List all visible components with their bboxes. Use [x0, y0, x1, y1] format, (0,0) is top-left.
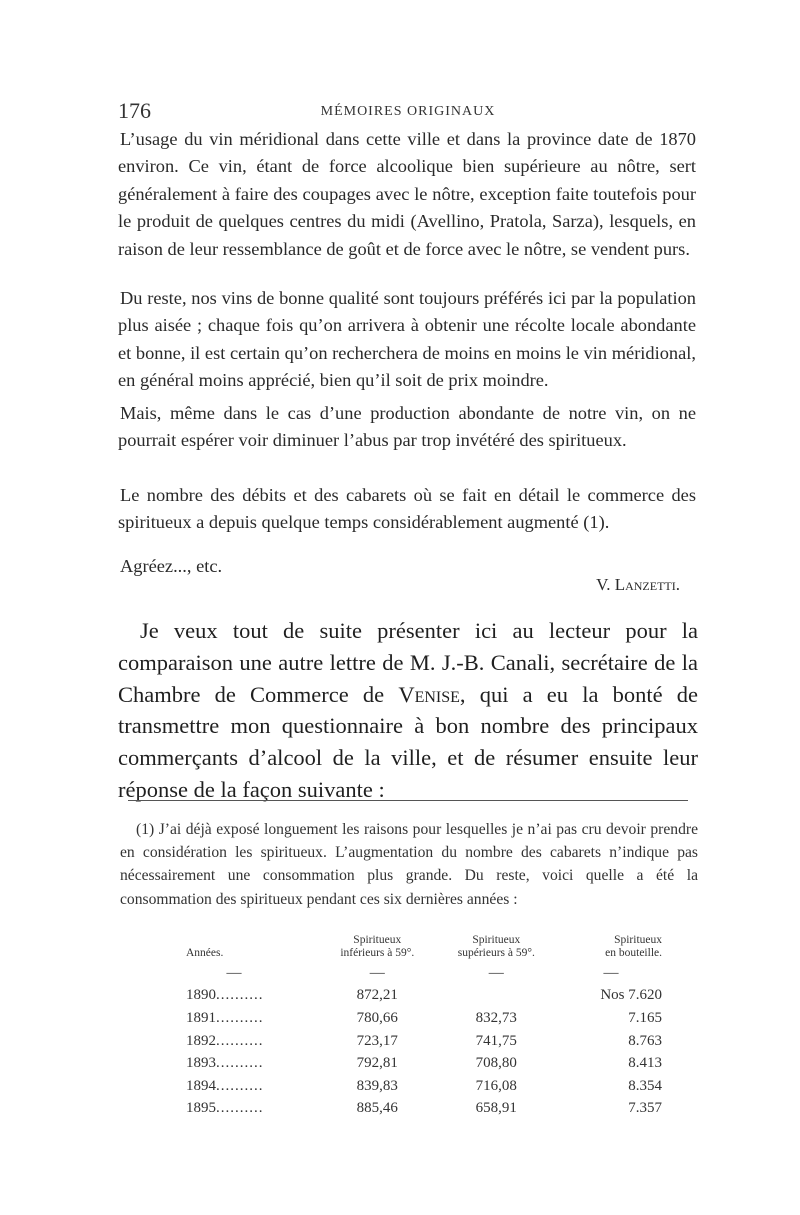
table-row	[150, 1030, 680, 1053]
paragraph-3	[118, 400, 696, 455]
main-paragraph	[118, 615, 698, 806]
table-row	[150, 1007, 680, 1030]
table-row	[150, 1052, 680, 1075]
paragraph-4	[118, 482, 696, 537]
running-title: MÉMOIRES ORIGINAUX	[320, 104, 496, 119]
cell-inferior: 792,81	[356, 1055, 398, 1072]
cell-superior: 832,73	[475, 1009, 517, 1026]
cell-superior: 741,75	[475, 1032, 517, 1049]
main-paragraph-text	[118, 615, 698, 806]
page-number: 176	[118, 98, 151, 123]
header-bottled: Spiritueux en bouteille.	[605, 934, 662, 959]
cell-bottled: 8.763	[628, 1032, 662, 1049]
footnote	[120, 818, 698, 911]
table-row	[150, 1098, 680, 1121]
cell-inferior: 839,83	[356, 1077, 398, 1094]
city-name: Venise	[398, 681, 460, 707]
page-header	[118, 98, 698, 128]
cell-superior: 658,91	[475, 1100, 517, 1117]
cell-year: 1893..........	[186, 1055, 264, 1072]
cell-superior	[435, 985, 558, 1008]
cell-superior: 716,08	[475, 1077, 517, 1094]
cell-bottled: 8.354	[628, 1077, 662, 1094]
paragraph-text: Le nombre des débits et des cabarets où se fait en détail le commerce des spiritueux a depuis quelque temps considérablement augmenté (1).	[118, 485, 696, 533]
paragraph-text: L’usage du vin méridional dans cette ville et dans la province date de 1870 environ. Ce vin, étant de force alcoolique bien supérieure au nôtre, sert généralement à faire des coupages avec le nôtre, exception faite toutefois pour le produit de quelques centres du midi (Avellino, Pratola, Sarza), lesquels, en raison de leur ressemblance de goût et de force avec le nôtre, se vendent purs.	[118, 129, 696, 259]
cell-year: 1890..........	[186, 987, 264, 1004]
cell-bottled: 8.413	[628, 1055, 662, 1072]
footnote-text: (1) J’ai déjà exposé longuement les raisons pour lesquelles je n’ai pas cru devoir prendre en considération les spiritueux. L’augmentation du nombre des cabarets n’indique pas nécessairement une consommation plus grande. Du reste, voici quelle a été la consommation des spiritueux pendant ces six dernières années :	[120, 821, 698, 908]
header-inferior: Spiritueux inférieurs à 59°.	[340, 934, 415, 959]
main-text-before: Je veux tout de suite présenter ici au lecteur pour la comparaison une autre lettre de M. J.-B. Canali, secrétaire de la Chambre de Commerce de	[118, 618, 698, 707]
header-superior: Spiritueux supérieurs à 59°.	[457, 934, 535, 959]
cell-bottled: Nos 7.620	[600, 987, 662, 1004]
cell-year: 1894..........	[186, 1077, 264, 1094]
cell-inferior: 723,17	[356, 1032, 398, 1049]
table-dash-row: — — — —	[226, 965, 619, 982]
table-row	[150, 1075, 680, 1098]
header-year: Années.	[186, 947, 224, 959]
cell-superior: 708,80	[475, 1055, 517, 1072]
paragraph-2	[118, 285, 696, 395]
main-text-after: , qui a eu la bonté de transmettre mon questionnaire à bon nombre des principaux commerçants d’alcool de la ville, et de résumer ensuite leur réponse de la façon suivante :	[118, 681, 698, 802]
table-row	[150, 985, 680, 1008]
consumption-table	[150, 934, 680, 1120]
cell-year: 1892..........	[186, 1032, 264, 1049]
closing-text: Agréez..., etc.	[120, 556, 223, 576]
paragraph-text: Mais, même dans le cas d’une production abondante de notre vin, on ne pourrait espérer voir diminuer l’abus par trop invétéré des spiritueux.	[118, 403, 696, 451]
cell-inferior: 872,21	[356, 987, 398, 1004]
signature: V. Lanzetti.	[596, 575, 680, 594]
cell-inferior: 885,46	[356, 1100, 398, 1117]
cell-bottled: 7.165	[628, 1009, 662, 1026]
cell-inferior: 780,66	[356, 1009, 398, 1026]
cell-year: 1891..........	[186, 1009, 264, 1026]
paragraph-text: Du reste, nos vins de bonne qualité sont toujours préférés ici par la population plus aisée ; chaque fois qu’on arrivera à obtenir une récolte locale abondante et bonne, il est certain qu’on recherchera de moins en moins le vin méridional, en général moins apprécié, bien qu’il soit de prix moindre.	[118, 288, 696, 391]
paragraph-1	[118, 126, 696, 263]
footnote-divider	[128, 800, 688, 801]
cell-bottled: 7.357	[628, 1100, 662, 1117]
cell-year: 1895..........	[186, 1100, 264, 1117]
table-header-row	[150, 934, 680, 962]
